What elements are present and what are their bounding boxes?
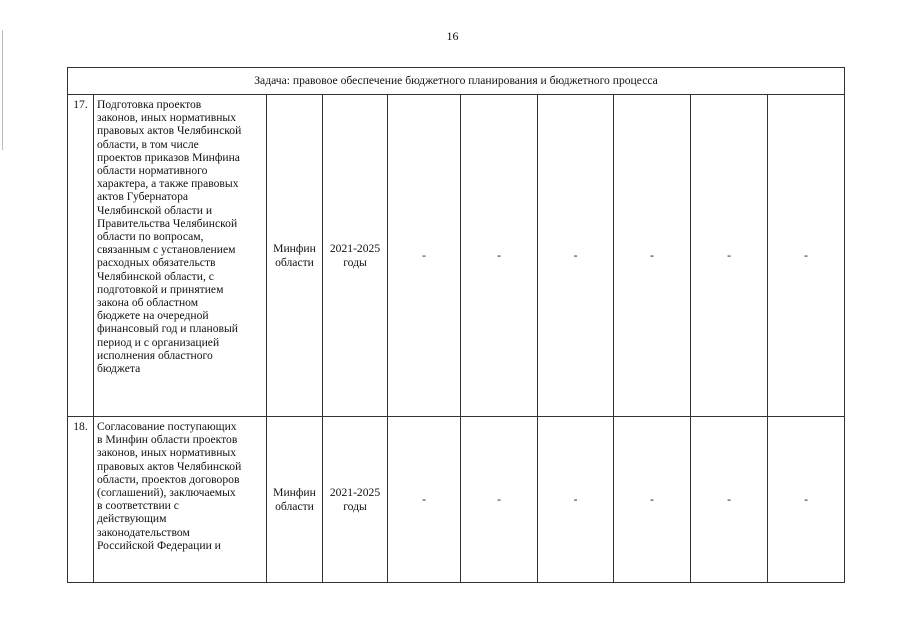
task-title: Задача: правовое обеспечение бюджетного планирования и бюджетного процесса <box>68 68 845 95</box>
row-value: - <box>691 95 768 417</box>
row-value: - <box>538 95 614 417</box>
row-value: - <box>388 95 461 417</box>
table-row <box>68 417 845 583</box>
row-executor: Минфин области <box>267 95 323 417</box>
row-value: - <box>614 95 691 417</box>
row-description: Согласование поступающих в Минфин области проектов законов, иных нормативных правовых актов Челябинской области, проектов договоров (соглашений), заключаемых в соответствии с действующим законодательством Российской Федерации и <box>94 417 267 583</box>
row-number: 17. <box>68 95 94 417</box>
row-value: - <box>614 417 691 583</box>
table-row <box>68 95 845 417</box>
row-value: - <box>461 95 538 417</box>
row-value: - <box>538 417 614 583</box>
row-description: Подготовка проектов законов, иных нормативных правовых актов Челябинской области, в том числе проектов приказов Минфина области нормативного характера, а также правовых актов Губернатора Челябинской области и Правительства Челябинской области по вопросам, связанным с установлением расходных обязательств Челябинской области, с подготовкой и принятием закона об областном бюджете на очередной финансовый год и плановый период и с организацией исполнения областного бюджета <box>94 95 267 417</box>
row-value: - <box>388 417 461 583</box>
row-value: - <box>768 417 845 583</box>
page-number: 16 <box>446 29 459 43</box>
task-header-row <box>68 68 845 95</box>
row-period: 2021-2025 годы <box>323 95 388 417</box>
row-value: - <box>768 95 845 417</box>
row-period: 2021-2025 годы <box>323 417 388 583</box>
row-value: - <box>461 417 538 583</box>
plan-table <box>67 67 845 583</box>
row-value: - <box>691 417 768 583</box>
row-executor: Минфин области <box>267 417 323 583</box>
scan-edge-mark <box>2 30 3 150</box>
row-number: 18. <box>68 417 94 583</box>
